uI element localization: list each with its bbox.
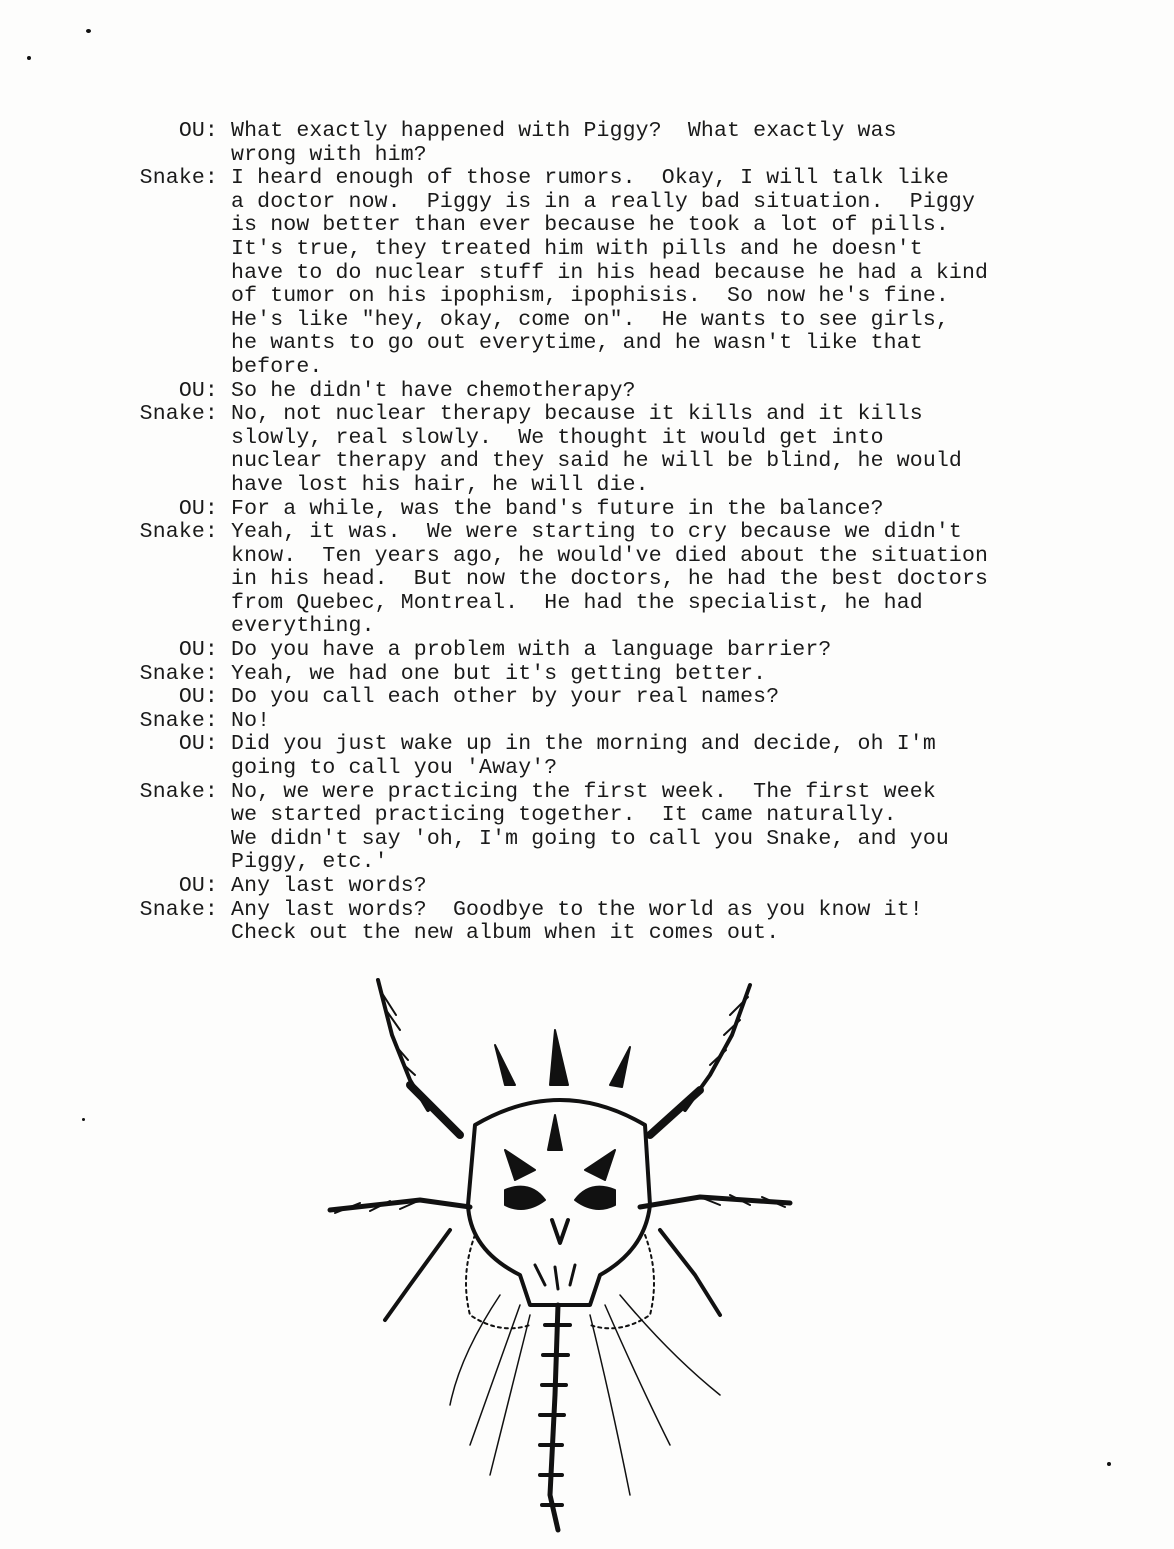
text-line: is now better than ever because he took a lot of pills. bbox=[218, 213, 949, 238]
speaker-label: OU: bbox=[178, 685, 218, 710]
transcript-entry bbox=[108, 899, 1068, 946]
transcript-entry bbox=[108, 120, 1068, 167]
speech-text bbox=[218, 663, 1068, 687]
speech-text bbox=[218, 167, 1068, 379]
text-line: Check out the new album when it comes out. bbox=[218, 921, 780, 946]
speech-text bbox=[218, 380, 1068, 404]
ink-speck bbox=[82, 1118, 85, 1121]
text-line: No! bbox=[218, 708, 271, 733]
interview-transcript bbox=[108, 120, 1068, 946]
transcript-entry bbox=[108, 710, 1068, 734]
speech-text bbox=[218, 521, 1068, 639]
speech-text bbox=[218, 639, 1068, 663]
speech-text bbox=[218, 899, 1068, 946]
text-line: Any last words? Goodbye to the world as you know it! bbox=[218, 897, 923, 922]
text-line: slowly, real slowly. We thought it would get into bbox=[218, 425, 884, 450]
transcript-entry bbox=[108, 733, 1068, 780]
speaker-label: Snake: bbox=[139, 661, 218, 686]
text-line: Did you just wake up in the morning and decide, oh I'm bbox=[218, 732, 936, 757]
text-line: Yeah, it was. We were starting to cry because we didn't bbox=[218, 520, 962, 545]
transcript-entry bbox=[108, 686, 1068, 710]
speaker-label: Snake: bbox=[139, 779, 218, 804]
ink-speck bbox=[86, 29, 91, 33]
text-line: Yeah, we had one but it's getting better. bbox=[218, 661, 767, 686]
text-line: of tumor on his ipophism, ipophisis. So now he's fine. bbox=[218, 284, 949, 309]
speaker-label: Snake: bbox=[139, 166, 218, 191]
text-line: nuclear therapy and they said he will be blind, he would bbox=[218, 449, 962, 474]
transcript-entry bbox=[108, 403, 1068, 497]
text-line: It's true, they treated him with pills and he doesn't bbox=[218, 236, 923, 261]
transcript-entry bbox=[108, 498, 1068, 522]
text-line: So he didn't have chemotherapy? bbox=[218, 378, 636, 403]
text-line: We didn't say 'oh, I'm going to call you Snake, and you bbox=[218, 826, 949, 851]
ink-speck bbox=[1107, 1462, 1111, 1466]
transcript-entry bbox=[108, 663, 1068, 687]
text-line: a doctor now. Piggy is in a really bad situation. Piggy bbox=[218, 189, 976, 214]
text-line: wrong with him? bbox=[218, 142, 427, 167]
transcript-entry bbox=[108, 380, 1068, 404]
text-line: Do you have a problem with a language barrier? bbox=[218, 638, 832, 663]
speaker-label: OU: bbox=[178, 119, 218, 143]
speaker-label: OU: bbox=[178, 378, 218, 403]
speaker-label: Snake: bbox=[139, 520, 218, 545]
text-line: before. bbox=[218, 354, 323, 379]
ink-speck bbox=[27, 56, 31, 60]
speaker-label: OU: bbox=[178, 874, 218, 898]
speech-text bbox=[218, 710, 1068, 734]
text-line: going to call you 'Away'? bbox=[218, 756, 558, 781]
transcript-entry bbox=[108, 639, 1068, 663]
transcript-entry bbox=[108, 521, 1068, 639]
text-line: from Quebec, Montreal. He had the specialist, he had bbox=[218, 590, 923, 615]
text-line: know. Ten years ago, he would've died about the situation bbox=[218, 543, 989, 568]
speech-text bbox=[218, 686, 1068, 710]
text-line: I heard enough of those rumors. Okay, I will talk like bbox=[218, 166, 949, 191]
text-line: He's like "hey, okay, come on". He wants to see girls, bbox=[218, 307, 949, 332]
text-line: No, we were practicing the first week. The first week bbox=[218, 779, 936, 804]
text-line: in his head. But now the doctors, he had the best doctors bbox=[218, 567, 989, 592]
speech-text bbox=[218, 403, 1068, 497]
speaker-label: Snake: bbox=[139, 708, 218, 733]
speech-text bbox=[218, 733, 1068, 780]
text-line: Any last words? bbox=[218, 874, 427, 898]
speaker-label: OU: bbox=[178, 496, 218, 521]
spiked-skull-drawing bbox=[300, 975, 820, 1535]
speech-text bbox=[218, 498, 1068, 522]
text-line: For a while, was the band's future in the balance? bbox=[218, 496, 884, 521]
speaker-label: OU: bbox=[178, 732, 218, 757]
text-line: Do you call each other by your real names? bbox=[218, 685, 780, 710]
speech-text bbox=[218, 120, 1068, 167]
text-line: everything. bbox=[218, 614, 375, 639]
speaker-label: Snake: bbox=[139, 402, 218, 427]
text-line: What exactly happened with Piggy? What exactly was bbox=[218, 119, 897, 143]
text-line: he wants to go out everytime, and he wasn't like that bbox=[218, 331, 923, 356]
speech-text bbox=[218, 781, 1068, 875]
transcript-entry bbox=[108, 875, 1068, 899]
text-line: No, not nuclear therapy because it kills and it kills bbox=[218, 402, 923, 427]
text-line: Piggy, etc.' bbox=[218, 850, 388, 875]
speaker-label: OU: bbox=[178, 638, 218, 663]
transcript-entry bbox=[108, 781, 1068, 875]
speech-text bbox=[218, 875, 1068, 899]
speaker-label: Snake: bbox=[139, 897, 218, 922]
text-line: we started practicing together. It came naturally. bbox=[218, 803, 897, 828]
text-line: have lost his hair, he will die. bbox=[218, 472, 649, 497]
transcript-entry bbox=[108, 167, 1068, 379]
text-line: have to do nuclear stuff in his head because he had a kind bbox=[218, 260, 989, 285]
